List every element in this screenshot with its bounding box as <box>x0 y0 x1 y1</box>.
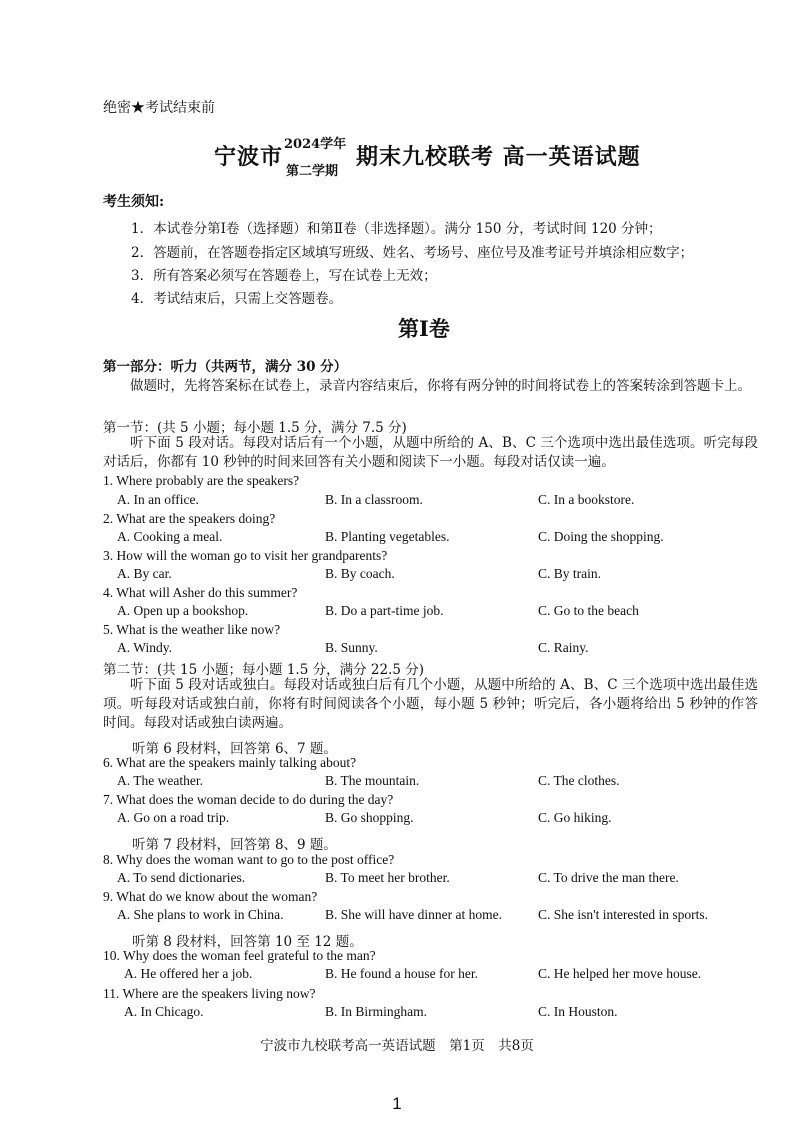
notice-item: 2．答题前，在答题卷指定区域填写班级、姓名、考场号、座位号及准考证号并填涂相应数字； <box>131 245 694 261</box>
option-b: B. The mountain. <box>325 773 420 788</box>
notice-heading: 考生须知: <box>103 194 165 210</box>
option-b: B. Go shopping. <box>325 810 414 825</box>
confidential-label: 绝密★考试结束前 <box>103 100 215 116</box>
part1-intro: 做题时，先将答案标在试卷上，录音内容结束后，你将有两分钟的时间将试卷上的答案转涂到答题卡上。 <box>130 378 751 394</box>
question: 9. What do we know about the woman? <box>103 889 318 904</box>
option-c: C. She isn't interested in sports. <box>538 907 709 922</box>
option-a: A. Cooking a meal. <box>117 529 223 544</box>
page-number: 1 <box>392 1094 402 1113</box>
section1-heading: 第一节：(共 5 小题；每小题 1.5 分，满分 7.5 分) <box>103 420 407 436</box>
question: 7. What does the woman decide to do during the day? <box>103 792 394 807</box>
question: 6. What are the speakers mainly talking about? <box>103 755 357 770</box>
option-a: A. In Chicago. <box>124 1004 204 1019</box>
notice-item: 1．本试卷分第Ⅰ卷（选择题）和第Ⅱ卷（非选择题）。满分 150 分，考试时间 120 分钟； <box>131 221 662 237</box>
question: 2. What are the speakers doing? <box>103 511 276 526</box>
option-a: A. Open up a bookshop. <box>117 603 249 618</box>
notice-item: 4．考试结束后，只需上交答题卷。 <box>131 291 343 307</box>
option-b: B. He found a house for her. <box>325 966 478 981</box>
option-c: C. To drive the man there. <box>538 870 679 885</box>
page-footer: 宁波市九校联考高一英语试题 第1页 共8页 <box>260 1038 534 1054</box>
option-b: B. Sunny. <box>325 640 378 655</box>
option-a: A. The weather. <box>117 773 203 788</box>
option-b: B. In Birmingham. <box>325 1004 427 1019</box>
option-c: C. Go to the beach <box>538 603 639 618</box>
question: 11. Where are the speakers living now? <box>103 986 316 1001</box>
option-b: B. By coach. <box>325 566 395 581</box>
option-c: C. The clothes. <box>538 773 620 788</box>
question: 1. Where probably are the speakers? <box>103 473 300 488</box>
volume-title: 第Ⅰ卷 <box>398 316 450 341</box>
question: 3. How will the woman go to visit her grandparents? <box>103 548 388 563</box>
option-c: C. He helped her move house. <box>538 966 702 981</box>
title-main: 期末九校联考 高一英语试题 <box>356 144 641 170</box>
title-prefix: 宁波市 <box>214 144 284 170</box>
title-term: 第二学期 <box>286 164 339 179</box>
option-c: C. Go hiking. <box>538 810 612 825</box>
question: 10. Why does the woman feel grateful to the man? <box>103 948 376 963</box>
option-a: A. Go on a road trip. <box>117 810 230 825</box>
question: 8. Why does the woman want to go to the post office? <box>103 852 395 867</box>
listen-instruction: 听第 6 段材料，回答第 6、7 题。 <box>132 741 337 757</box>
option-b: B. In a classroom. <box>325 492 423 507</box>
section2-intro: 听下面 5 段对话或独白。每段对话或独白后有几个小题，从题中所给的 A、B、C 三个选项中选出最佳选项。听每段对话或独白前，你将有时间阅读各个小题，每小题 5 秒钟；听完后，各小题将给出 5 秒钟的作答时间。每段对话或独白读两遍。 <box>103 677 758 731</box>
title-year: 2024学年 <box>284 137 347 152</box>
option-c: C. In a bookstore. <box>538 492 635 507</box>
section2-heading: 第二节：(共 15 小题；每小题 1.5 分，满分 22.5 分) <box>103 662 424 678</box>
option-b: B. To meet her brother. <box>325 870 450 885</box>
notice-item: 3．所有答案必须写在答题卷上，写在试卷上无效； <box>131 268 437 284</box>
option-a: A. By car. <box>117 566 172 581</box>
option-b: B. Planting vegetables. <box>325 529 450 544</box>
option-c: C. Doing the shopping. <box>538 529 664 544</box>
section1-intro: 听下面 5 段对话。每段对话后有一个小题，从题中所给的 A、B、C 三个选项中选出最佳选项。听完每段对话后，你都有 10 秒钟的时间来回答有关小题和阅读下一小题。每段对话仅读一遍。 <box>103 435 758 470</box>
question: 4. What will Asher do this summer? <box>103 585 298 600</box>
option-b: B. Do a part-time job. <box>325 603 444 618</box>
option-a: A. She plans to work in China. <box>117 907 284 922</box>
listen-instruction: 听第 8 段材料，回答第 10 至 12 题。 <box>132 934 363 950</box>
part1-heading: 第一部分：听力（共两节，满分 30 分） <box>103 359 348 375</box>
option-a: A. In an office. <box>117 492 199 507</box>
listen-instruction: 听第 7 段材料，回答第 8、9 题。 <box>132 837 337 853</box>
option-a: A. To send dictionaries. <box>117 870 246 885</box>
option-a: A. Windy. <box>117 640 172 655</box>
option-c: C. Rainy. <box>538 640 589 655</box>
option-c: C. In Houston. <box>538 1004 618 1019</box>
option-c: C. By train. <box>538 566 601 581</box>
option-b: B. She will have dinner at home. <box>325 907 502 922</box>
question: 5. What is the weather like now? <box>103 622 281 637</box>
option-a: A. He offered her a job. <box>124 966 253 981</box>
